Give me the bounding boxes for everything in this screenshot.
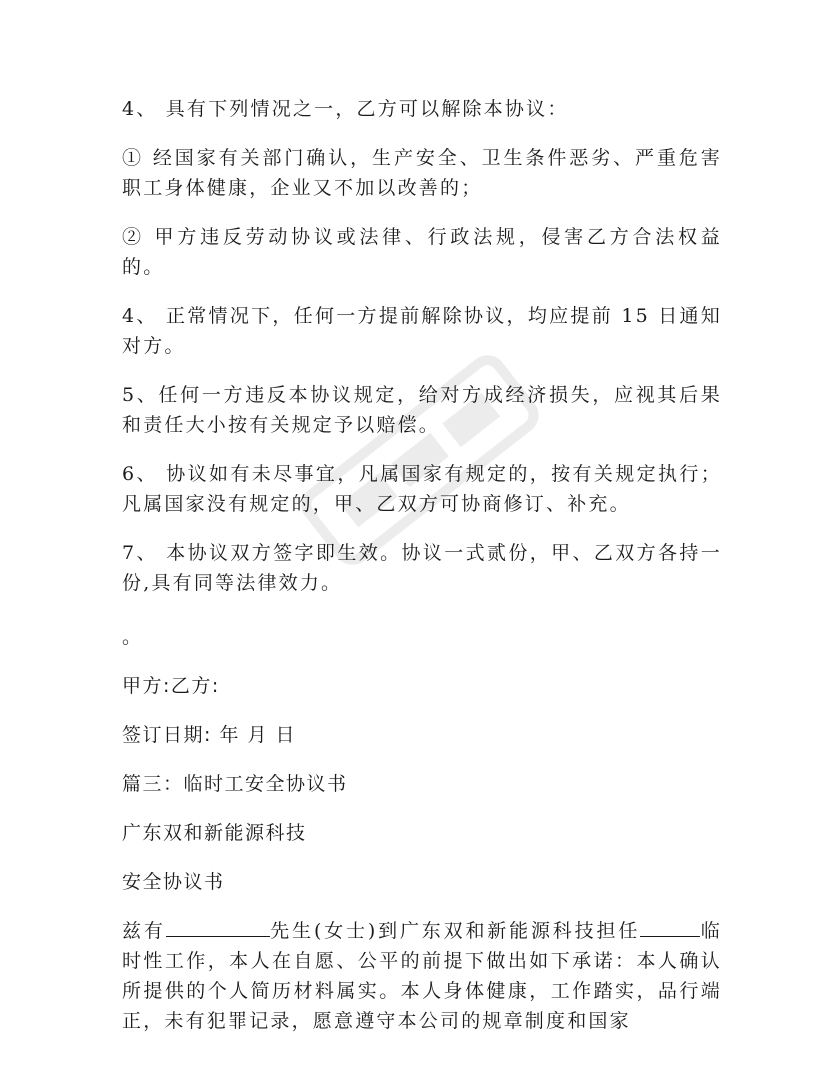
position-blank (640, 918, 700, 937)
name-blank (166, 918, 270, 937)
clause-7-effective: 7、 本协议双方签字即生效。协议一式贰份，甲、乙双方各持一份,具有同等法律效力。 (122, 542, 722, 594)
clause-4-notice: 4、 正常情况下，任何一方提前解除协议，均应提前 15 日通知对方。 (122, 305, 722, 357)
document-title: 安全协议书 (122, 871, 225, 893)
clause-6-unresolved: 6、 协议如有未尽事宜，凡属国家有规定的，按有关规定执行；凡属国家没有规定的，甲、乙双方可协商修订、补充。 (122, 463, 722, 515)
clause-4-termination: 4、 具有下列情况之一，乙方可以解除本协议： (122, 98, 569, 120)
body-rest: 临时性工作，本人在自愿、公平的前提下做出如下承诺：本人确认所提供的个人简历材料属实。本人身体健康，工作踏实，品行端正，未有犯罪记录，愿意遵守本公司的规章制度和国家 (122, 920, 722, 1032)
sign-date-line: 签订日期: 年 月 日 (122, 724, 297, 746)
body-mid: 先生(女士)到广东双和新能源科技担任 (269, 920, 641, 942)
body-prefix: 兹有 (122, 920, 166, 942)
section-title: 篇三：临时工安全协议书 (122, 773, 348, 795)
clause-item-1: ① 经国家有关部门确认，生产安全、卫生条件恶劣、严重危害职工身体健康，企业又不加以改善的； (122, 147, 722, 199)
period-mark: 。 (122, 626, 142, 648)
parties-line: 甲方:乙方: (122, 675, 220, 697)
document-body (122, 94, 722, 1036)
company-name: 广东双和新能源科技 (122, 822, 307, 844)
clause-item-2: ② 甲方违反劳动协议或法律、行政法规，侵害乙方合法权益的。 (122, 226, 722, 278)
clause-5-compensation: 5、任何一方违反本协议规定，给对方成经济损失，应视其后果和责任大小按有关规定予以赔偿。 (122, 384, 722, 436)
commitment-paragraph (122, 916, 722, 1036)
